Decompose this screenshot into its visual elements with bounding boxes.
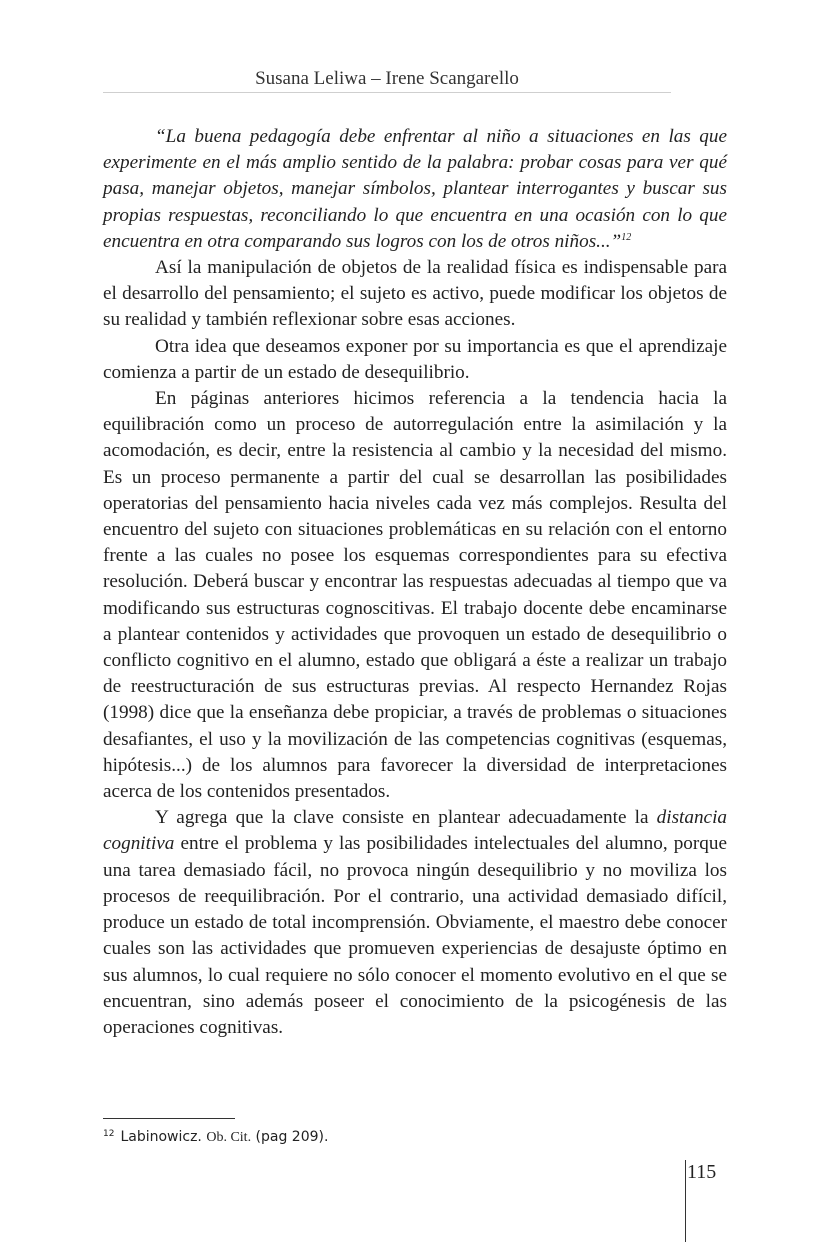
page-number-rule	[685, 1160, 686, 1242]
paragraph-text-after: entre el problema y las posibilidades intelectuales del alumno, porque una tarea demasiado fácil, no provoca ningún desequilibrio y no moviliza los procesos de reequilibración. Por el contrario, una actividad demasiado difícil, produce un estado de total incomprensión. Obviamente, el maestro debe conocer cuales son las actividades que promueven experiencias de desajuste óptimo en sus alumnos, lo cual requiere no sólo conocer el momento evolutivo en el que se encuentran, sino además poseer el conocimiento de la psicogénesis de las operaciones cognitivas.	[103, 833, 727, 1038]
main-text	[103, 124, 727, 1041]
paragraph-last	[103, 805, 727, 1041]
paragraph: En páginas anteriores hicimos referencia a la tendencia hacia la equilibración como un proceso de autorregulación entre la asimilación y la acomodación, es decir, entre la resistencia al cambio y la necesidad del mismo. Es un proceso permanente a partir del cual se desarrollan las posibilidades operatorias del pensamiento hacia niveles cada vez más complejos. Resulta del encuentro del sujeto con situaciones problemáticas en su relación con el entorno frente a las cuales no posee los esquemas correspondientes para su efectiva resolución. Deberá buscar y encontrar las respuestas adecuadas al tiempo que va modificando sus estructuras cognoscitivas. El trabajo docente debe encaminarse a plantear contenidos y actividades que provoquen un estado de desequilibrio o conflicto cognitivo en el alumno, estado que obligará a éste a realizar un trabajo de reestructuración de sus estructuras previas. Al respecto Hernandez Rojas (1998) dice que la enseñanza debe propiciar, a través de problemas o situaciones desafiantes, el uso y la movilización de las competencias cognitivas (esquemas, hipótesis...) de los alumnos para favorecer la diversidad de interpretaciones acerca de los contenidos presentados.	[103, 388, 727, 803]
footnote-divider	[103, 1118, 235, 1119]
paragraph: Otra idea que deseamos exponer por su importancia es que el aprendizaje comienza a partir de un estado de desequilibrio.	[103, 335, 727, 383]
footnote-pages: (pag 209).	[255, 1129, 329, 1145]
footnote-author: Labinowicz.	[120, 1129, 202, 1145]
paragraph: Así la manipulación de objetos de la realidad física es indispensable para el desarrollo del pensamiento; el sujeto es activo, puede modificar los objetos de su realidad y también reflexionar sobre esas acciones.	[103, 257, 727, 331]
running-head-text: Susana Leliwa – Irene Scangarello	[255, 68, 519, 89]
emphasis-term: distancia cognitiva	[103, 807, 727, 855]
footnote-number: 12	[103, 1129, 115, 1139]
quote-text: “La buena pedagogía debe enfrentar al niño a situaciones en las que experimente en el más amplio sentido de la palabra: probar cosas para ver qué pasa, manejar objetos, manejar símbolos, plantear interrogantes y buscar sus propias respuestas, reconciliando lo que encuentra en una ocasión con lo que encuentra en otra comparando sus logros con los de otros niños...”	[103, 126, 727, 252]
paragraph-text-before: Y agrega que la clave consiste en plantear adecuadamente la	[155, 807, 657, 829]
page-number: 115	[687, 1161, 717, 1183]
footnote-citation: Ob. Cit.	[206, 1130, 252, 1145]
running-head	[103, 66, 671, 93]
block-quote	[103, 124, 727, 255]
footnote	[103, 1124, 703, 1148]
quote-footnote-ref[interactable]: 12	[621, 231, 632, 243]
